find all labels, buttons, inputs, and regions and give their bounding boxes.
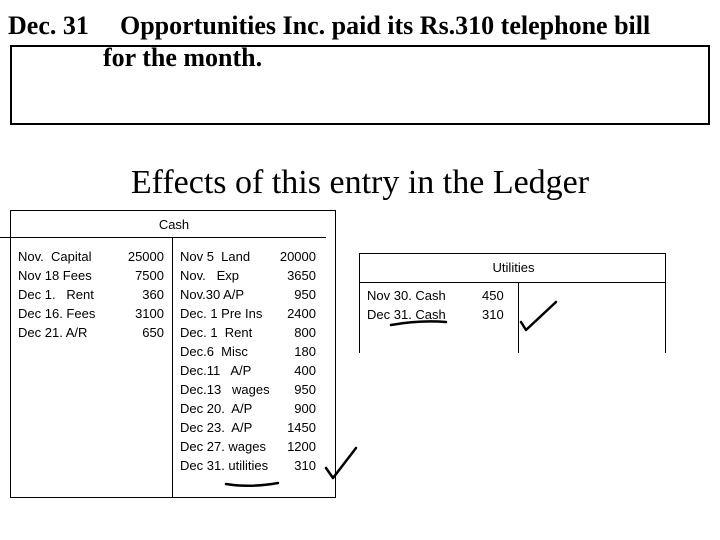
entry-description-line2: for the month. <box>103 43 263 72</box>
underline-mark <box>391 321 446 325</box>
cash-debit-amount: 7500 <box>135 268 164 283</box>
cash-credit-label: Dec 20. A/P <box>180 401 253 416</box>
cash-credit-amount: 1450 <box>287 420 316 435</box>
cash-debit-amount: 360 <box>142 287 164 302</box>
cash-debit-amount: 3100 <box>135 306 164 321</box>
cash-debit-label: Dec 21. A/R <box>18 325 88 340</box>
cash-credit-amount: 310 <box>294 458 316 473</box>
cash-credit-amount: 800 <box>294 325 316 340</box>
cash-credit-label: Nov. Exp <box>180 268 240 283</box>
cash-credit-label: Dec 27. wages <box>180 439 266 454</box>
cash-credit-label: Dec. 1 Pre Ins <box>180 306 263 321</box>
cash-debit-amount: 650 <box>142 325 164 340</box>
cash-credit-amount: 180 <box>294 344 316 359</box>
cash-credit-label: Dec. 1 Rent <box>180 325 253 340</box>
cash-credit-amount: 950 <box>294 382 316 397</box>
cash-debit-label: Nov 18 Fees <box>18 268 92 283</box>
underline-mark <box>226 483 278 486</box>
utilities-debit-label: Nov 30. Cash <box>367 288 446 303</box>
checkmark-icon <box>521 302 556 330</box>
cash-credit-amount: 400 <box>294 363 316 378</box>
cash-account-title: Cash <box>158 217 190 232</box>
cash-credit-label: Nov.30 A/P <box>180 287 245 302</box>
cash-credit-label: Dec.6 Misc <box>180 344 248 359</box>
cash-credit-label: Dec.13 wages <box>180 382 270 397</box>
cash-credit-amount: 2400 <box>287 306 316 321</box>
cash-credit-label: Dec 23. A/P <box>180 420 253 435</box>
cash-debit-label: Dec 1. Rent <box>18 287 94 302</box>
utilities-debit-amount: 310 <box>482 307 504 322</box>
cash-credit-label: Dec 31. utilities <box>180 458 269 473</box>
cash-credit-label: Dec.11 A/P <box>180 363 252 378</box>
checkmark-icon <box>326 448 356 478</box>
cash-credit-amount: 900 <box>294 401 316 416</box>
utilities-debit-amount: 450 <box>482 288 504 303</box>
cash-debit-label: Nov. Capital <box>18 249 92 264</box>
cash-debit-amount: 25000 <box>127 249 164 264</box>
utilities-account-title: Utilities <box>492 260 535 275</box>
cash-credit-amount: 950 <box>294 287 316 302</box>
utilities-debit-label: Dec 31. Cash <box>367 307 446 322</box>
cash-credit-amount: 20000 <box>279 249 316 264</box>
cash-credit-label: Nov 5 Land <box>180 249 251 264</box>
cash-credit-amount: 1200 <box>287 439 316 454</box>
entry-date: Dec. 31 <box>8 11 89 40</box>
cash-credit-amount: 3650 <box>287 268 316 283</box>
ledger-heading: Effects of this entry in the Ledger <box>130 164 590 201</box>
cash-debit-label: Dec 16. Fees <box>18 306 96 321</box>
entry-description-line1: Opportunities Inc. paid its Rs.310 telephone bill <box>120 11 651 40</box>
